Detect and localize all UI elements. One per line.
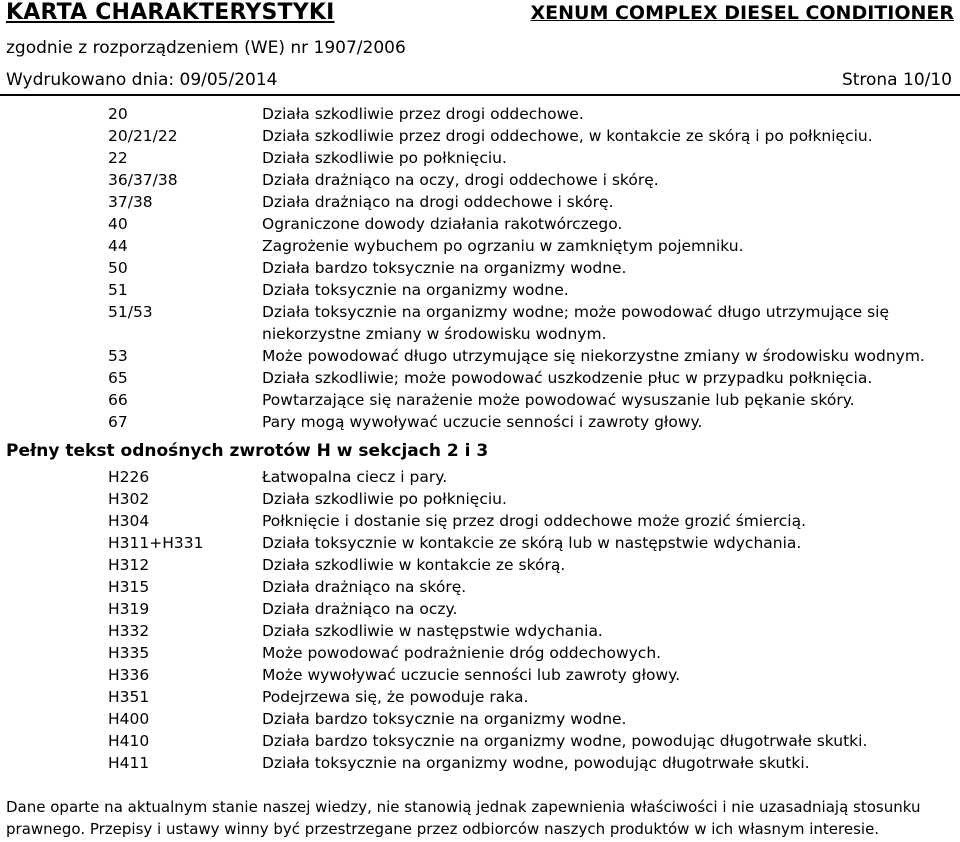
r-phrase-row — [0, 125, 960, 147]
print-date: Wydrukowano dnia: 09/05/2014 — [6, 70, 278, 90]
h-phrase-row — [0, 686, 960, 708]
h-phrase-row — [0, 532, 960, 554]
r-phrase-row — [0, 257, 960, 279]
phrase-code: 40 — [108, 215, 128, 233]
phrase-code: H319 — [108, 600, 150, 618]
phrase-code: 37/38 — [108, 193, 153, 211]
r-phrase-row — [0, 389, 960, 411]
r-phrase-row — [0, 235, 960, 257]
phrase-code: H304 — [108, 512, 150, 530]
phrase-code: H302 — [108, 490, 150, 508]
h-phrase-row — [0, 642, 960, 664]
phrase-text: Działa drażniąco na oczy, drogi oddechowe i skórę. — [262, 171, 659, 189]
phrase-code: 51/53 — [108, 303, 153, 321]
h-phrase-row — [0, 466, 960, 488]
header-divider — [0, 94, 960, 96]
phrase-code: 44 — [108, 237, 128, 255]
phrase-text: Działa szkodliwie; może powodować uszkodzenie płuc w przypadku połknięcia. — [262, 369, 873, 387]
phrase-code: 36/37/38 — [108, 171, 178, 189]
product-name: XENUM COMPLEX DIESEL CONDITIONER — [530, 2, 954, 24]
page-number: Strona 10/10 — [841, 70, 952, 90]
phrase-code: H312 — [108, 556, 150, 574]
phrase-text: Działa bardzo toksycznie na organizmy wodne. — [262, 710, 627, 728]
document-title: KARTA CHARAKTERYSTYKI — [6, 0, 335, 25]
phrase-text: Podejrzewa się, że powoduje raka. — [262, 688, 529, 706]
phrase-code: H335 — [108, 644, 150, 662]
phrase-text: Działa toksycznie na organizmy wodne, powodując długotrwałe skutki. — [262, 754, 810, 772]
phrase-code: 50 — [108, 259, 128, 277]
phrase-code: 51 — [108, 281, 128, 299]
phrase-text: Ograniczone dowody działania rakotwórczego. — [262, 215, 623, 233]
r-phrase-row — [0, 169, 960, 191]
h-phrase-row — [0, 576, 960, 598]
r-phrase-row — [0, 103, 960, 125]
r-phrases-list — [0, 103, 960, 433]
phrase-text: Działa drażniąco na oczy. — [262, 600, 458, 618]
h-phrase-row — [0, 664, 960, 686]
r-phrase-row — [0, 367, 960, 389]
phrase-code: H400 — [108, 710, 150, 728]
h-phrase-row — [0, 620, 960, 642]
r-phrase-row — [0, 345, 960, 367]
phrase-text: Może powodować długo utrzymujące się niekorzystne zmiany w środowisku wodnym. — [262, 347, 925, 365]
phrase-text: Działa bardzo toksycznie na organizmy wodne, powodując długotrwałe skutki. — [262, 732, 868, 750]
phrase-code: H411 — [108, 754, 150, 772]
phrase-code: H311+H331 — [108, 534, 204, 552]
phrase-code: 67 — [108, 413, 128, 431]
phrase-text: Zagrożenie wybuchem po ogrzaniu w zamkniętym pojemniku. — [262, 237, 744, 255]
phrase-text: Działa szkodliwie po połknięciu. — [262, 149, 507, 167]
phrase-code: H336 — [108, 666, 150, 684]
phrase-code: 20/21/22 — [108, 127, 178, 145]
phrase-code: H226 — [108, 468, 150, 486]
h-phrase-row — [0, 510, 960, 532]
phrase-code: H351 — [108, 688, 150, 706]
phrase-text: Działa szkodliwie w kontakcie ze skórą. — [262, 556, 566, 574]
r-phrase-row — [0, 147, 960, 169]
r-phrase-row — [0, 301, 960, 345]
phrase-text: Może powodować podrażnienie dróg oddechowych. — [262, 644, 662, 662]
document-header — [0, 0, 960, 96]
phrase-text: Działa toksycznie w kontakcie ze skórą lub w następstwie wdychania. — [262, 534, 802, 552]
h-phrases-list — [0, 466, 960, 774]
phrase-text: Działa szkodliwie przez drogi oddechowe. — [262, 105, 584, 123]
h-phrase-row — [0, 730, 960, 752]
phrase-text: Działa toksycznie na organizmy wodne. — [262, 281, 569, 299]
r-phrase-row — [0, 279, 960, 301]
r-phrase-row — [0, 191, 960, 213]
phrase-text: Powtarzające się narażenie może powodować wysuszanie lub pękanie skóry. — [262, 391, 855, 409]
h-phrase-row — [0, 554, 960, 576]
r-phrase-row — [0, 213, 960, 235]
phrase-code: 20 — [108, 105, 128, 123]
phrase-text: Łatwopalna ciecz i pary. — [262, 468, 448, 486]
phrase-text: Może wywoływać uczucie senności lub zawroty głowy. — [262, 666, 681, 684]
regulation-reference: zgodnie z rozporządzeniem (WE) nr 1907/2006 — [6, 38, 406, 58]
phrase-code: H315 — [108, 578, 150, 596]
phrase-text: Działa drażniąco na drogi oddechowe i skórę. — [262, 193, 614, 211]
phrase-code: 65 — [108, 369, 128, 387]
phrase-text: Połknięcie i dostanie się przez drogi oddechowe może grozić śmiercią. — [262, 512, 807, 530]
phrase-text: Działa drażniąco na skórę. — [262, 578, 467, 596]
disclaimer-footer: Dane oparte na aktualnym stanie naszej wiedzy, nie stanowią jednak zapewnienia właściwości i nie uzasadniają stosunku prawnego. Przepisy i ustawy winny być przestrzegane przez odbiorców naszych produktów w ich własnym interesie. — [6, 798, 921, 838]
phrase-code: 53 — [108, 347, 128, 365]
phrase-text: Działa szkodliwie przez drogi oddechowe, w kontakcie ze skórą i po połknięciu. — [262, 127, 873, 145]
h-phrase-row — [0, 488, 960, 510]
h-phrases-heading: Pełny tekst odnośnych zwrotów H w sekcjach 2 i 3 — [6, 441, 489, 461]
phrase-text: Pary mogą wywoływać uczucie senności i zawroty głowy. — [262, 413, 703, 431]
h-phrase-row — [0, 598, 960, 620]
phrase-text: Działa bardzo toksycznie na organizmy wodne. — [262, 259, 627, 277]
phrase-code: 22 — [108, 149, 128, 167]
phrase-code: 66 — [108, 391, 128, 409]
h-phrase-row — [0, 752, 960, 774]
phrase-code: H410 — [108, 732, 150, 750]
r-phrase-row — [0, 411, 960, 433]
phrase-text: Działa szkodliwie po połknięciu. — [262, 490, 507, 508]
h-phrase-row — [0, 708, 960, 730]
phrase-text: Działa toksycznie na organizmy wodne; może powodować długo utrzymujące się niekorzystne zmiany w środowisku wodnym. — [262, 303, 890, 343]
phrase-text: Działa szkodliwie w następstwie wdychania. — [262, 622, 603, 640]
phrase-code: H332 — [108, 622, 150, 640]
